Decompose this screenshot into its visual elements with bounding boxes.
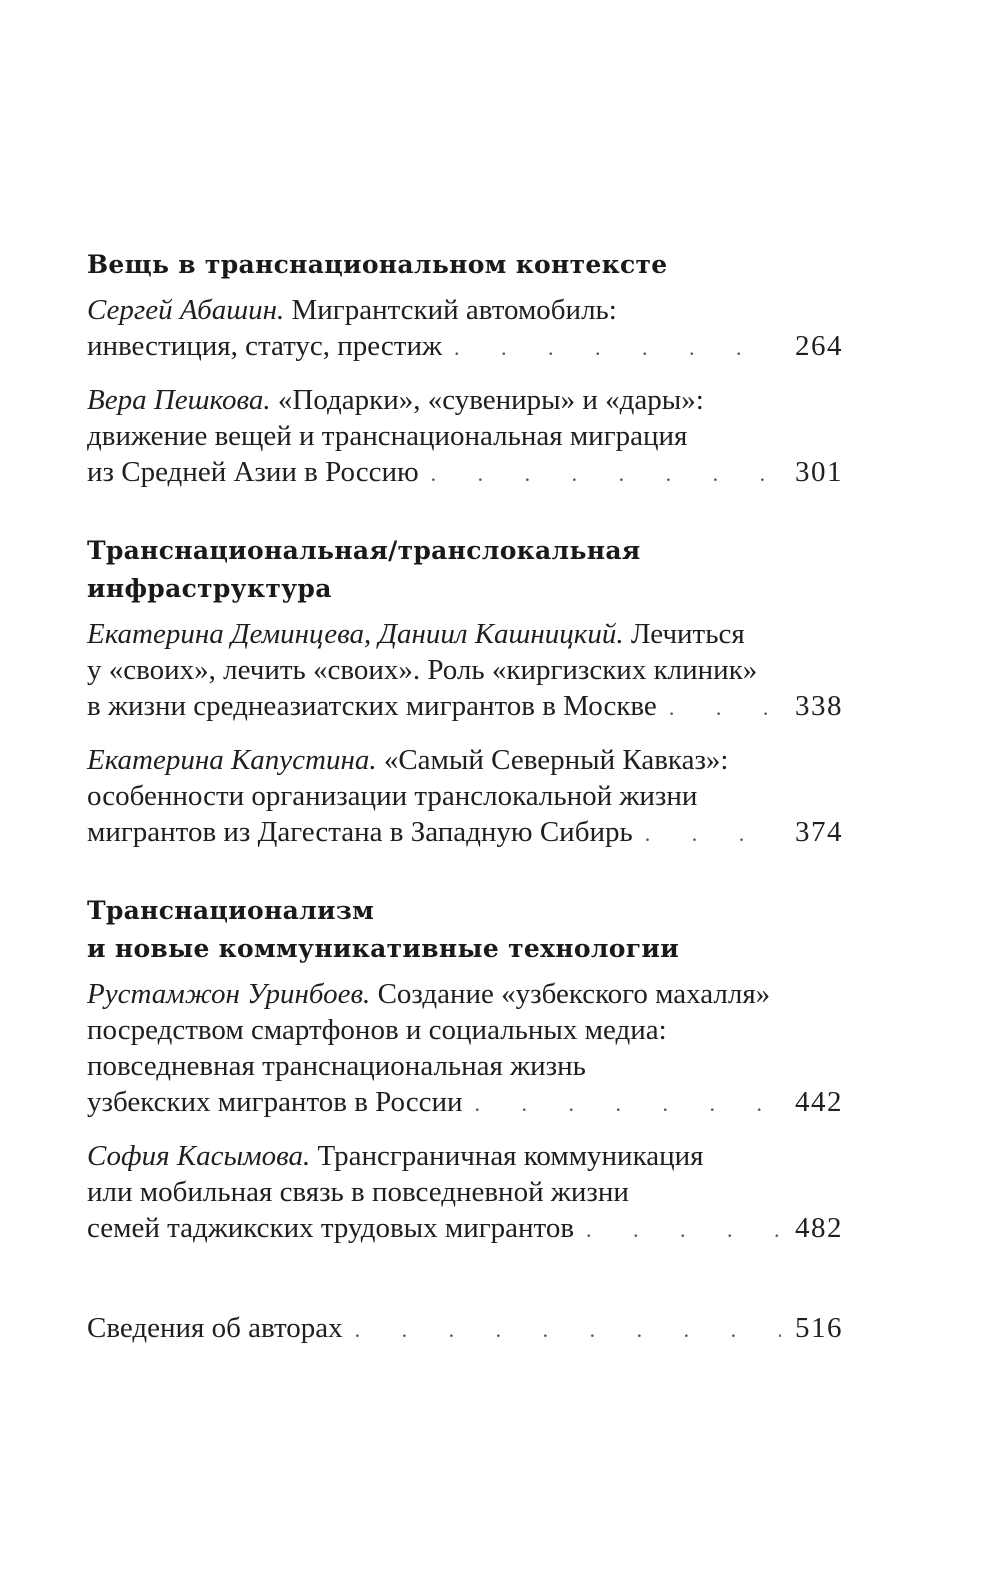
entry-title-line: в жизни среднеазиатских мигрантов в Москве: [87, 690, 657, 722]
entry-title-line: «Самый Северный Кавказ»:: [383, 744, 729, 776]
entry-title-line: особенности организации транслокальной жизни: [87, 780, 698, 812]
entry-last-line: [87, 814, 843, 852]
toc-entry-authors-info[interactable]: [87, 1310, 843, 1348]
table-of-contents: [87, 246, 843, 1348]
page-number: 338: [795, 690, 843, 722]
entry-title-line: Лечиться: [630, 618, 745, 650]
entry-title-line: у «своих», лечить «своих». Роль «киргизских клиник»: [87, 654, 758, 686]
entry-title-line: из Средней Азии в Россию: [87, 456, 419, 488]
page-number: 482: [795, 1212, 843, 1244]
section-title-line: Транснациональная/транслокальная: [87, 536, 641, 565]
dot-leader: [431, 456, 781, 492]
dot-leader: [645, 816, 781, 852]
dot-leader: [454, 330, 781, 366]
toc-entry[interactable]: [87, 292, 843, 366]
page-number: 516: [795, 1312, 843, 1344]
entry-first-line: [87, 616, 843, 652]
section-title: [87, 532, 843, 608]
entry-last-line: [87, 328, 843, 366]
dot-leader: [669, 690, 781, 726]
dot-leader: [586, 1212, 781, 1248]
toc-entry[interactable]: [87, 616, 843, 726]
entry-title-line: Мигрантский автомобиль:: [291, 294, 617, 326]
entry-first-line: [87, 292, 843, 328]
entry-last-line: [87, 1310, 843, 1348]
entry-last-line: [87, 454, 843, 492]
toc-entry[interactable]: [87, 382, 843, 492]
page-number: 374: [795, 816, 843, 848]
entry-first-line: [87, 976, 843, 1012]
section-title: [87, 892, 843, 968]
section-title-line: Вещь в транснациональном контексте: [87, 250, 668, 279]
toc-entry[interactable]: [87, 742, 843, 852]
entry-last-line: [87, 1084, 843, 1122]
dot-leader: [475, 1086, 781, 1122]
section-title: [87, 246, 843, 284]
entry-last-line: [87, 688, 843, 726]
page-number: 442: [795, 1086, 843, 1118]
section-title-line: Транснационализм: [87, 896, 375, 925]
entry-author: София Касымова.: [87, 1140, 311, 1172]
entry-title-line: инвестиция, статус, престиж: [87, 330, 442, 362]
entry-first-line: [87, 1138, 843, 1174]
entry-title-line: узбекских мигрантов в России: [87, 1086, 463, 1118]
entry-author: Екатерина Деминцева, Даниил Кашницкий.: [87, 618, 624, 650]
entry-title-line: «Подарки», «сувениры» и «дары»:: [277, 384, 704, 416]
page-number: 264: [795, 330, 843, 362]
entry-title-line: мигрантов из Дагестана в Западную Сибирь: [87, 816, 633, 848]
toc-entry[interactable]: [87, 976, 843, 1122]
toc-entry[interactable]: [87, 1138, 843, 1248]
section-title-line: инфраструктура: [87, 574, 332, 603]
entry-author: Сергей Абашин.: [87, 294, 285, 326]
entry-author: Екатерина Капустина.: [87, 744, 377, 776]
page-number: 301: [795, 456, 843, 488]
toc-section: [87, 892, 843, 1248]
entry-title-line: движение вещей и транснациональная миграция: [87, 420, 688, 452]
entry-title-line: семей таджикских трудовых мигрантов: [87, 1212, 575, 1244]
dot-leader: [355, 1312, 781, 1348]
entry-first-line: [87, 382, 843, 418]
entry-author: Рустамжон Уринбоев.: [87, 978, 371, 1010]
entry-title-line: Создание «узбекского махалля»: [377, 978, 771, 1010]
entry-title-line: Трансграничная коммуникация: [317, 1140, 704, 1172]
entry-title-line: посредством смартфонов и социальных медиа:: [87, 1014, 667, 1046]
entry-title-line: или мобильная связь в повседневной жизни: [87, 1176, 629, 1208]
section-title-line: и новые коммуникативные технологии: [87, 934, 680, 963]
toc-section: [87, 246, 843, 492]
entry-first-line: [87, 742, 843, 778]
entry-title-line: повседневная транснациональная жизнь: [87, 1050, 586, 1082]
authors-info-label: Сведения об авторах: [87, 1312, 343, 1344]
entry-last-line: [87, 1210, 843, 1248]
entry-author: Вера Пешкова.: [87, 384, 271, 416]
toc-section: [87, 532, 843, 852]
